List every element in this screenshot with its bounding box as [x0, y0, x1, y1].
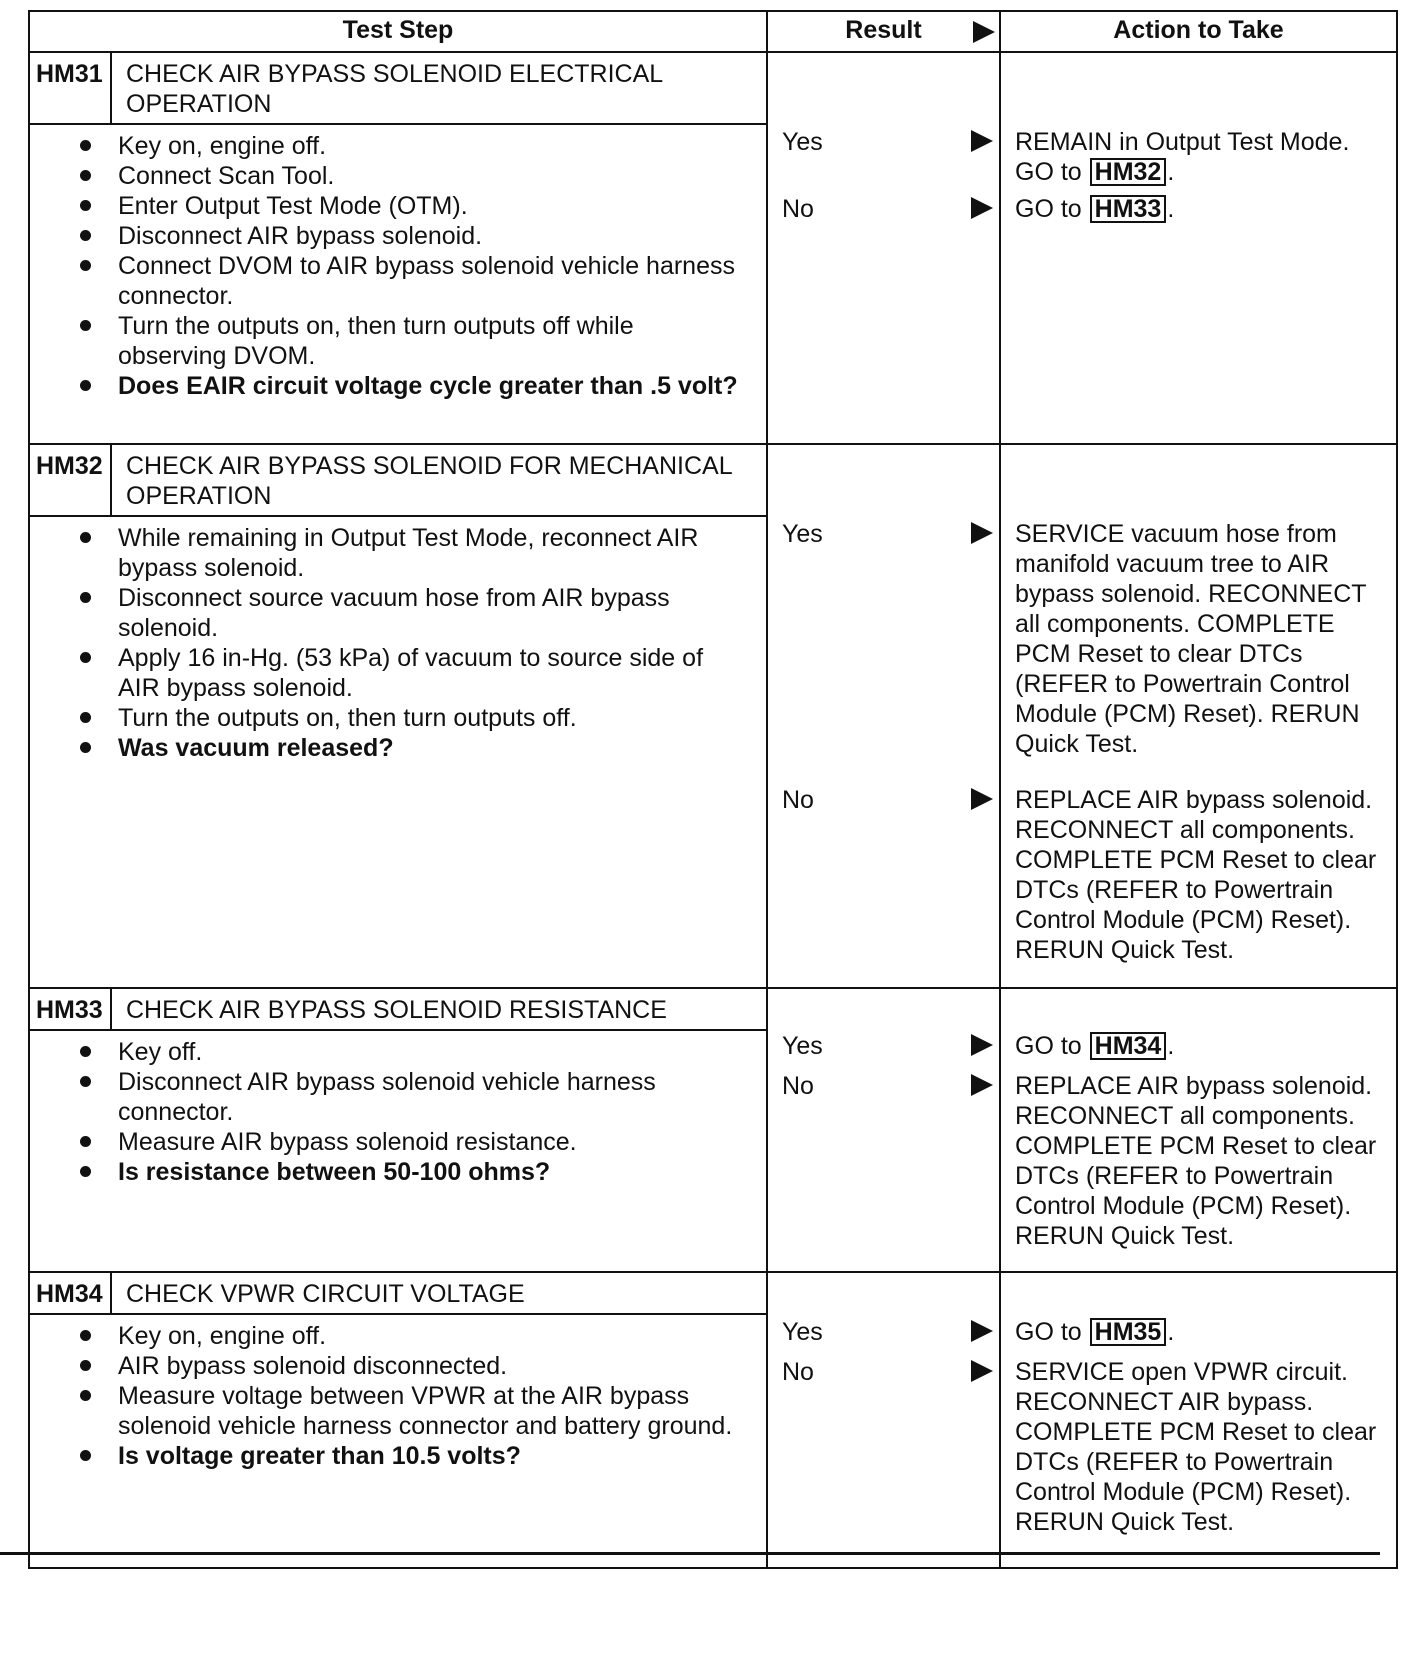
list-item: Key on, engine off.	[118, 131, 746, 161]
action-text: SERVICE open VPWR circuit. RECONNECT AIR bypass. COMPLETE PCM Reset to clear DTCs (REFER to Powertrain Control Module (PCM) Reset). RERUN Quick Test.	[1015, 1358, 1377, 1536]
step-title: CHECK AIR BYPASS SOLENOID RESISTANCE	[111, 989, 766, 1030]
action-text	[1015, 1031, 1388, 1061]
result-no	[782, 1071, 993, 1101]
result-no	[782, 785, 993, 815]
step-id: HM32	[30, 445, 111, 516]
step-ref-link[interactable]: HM33	[1090, 195, 1167, 223]
result-label: Yes	[782, 128, 823, 156]
action-text: REPLACE AIR bypass solenoid. RECONNECT all components. COMPLETE PCM Reset to clear DTCs (REFER to Powertrain Control Module (PCM) Reset). RERUN Quick Test.	[1015, 1072, 1377, 1250]
arrow-icon	[971, 197, 993, 219]
list-item: Disconnect source vacuum hose from AIR bypass solenoid.	[118, 583, 746, 643]
step-id: HM34	[30, 1273, 111, 1314]
result-no	[782, 194, 993, 224]
result-label: No	[782, 786, 814, 814]
action-text: REPLACE AIR bypass solenoid. RECONNECT all components. COMPLETE PCM Reset to clear DTCs (REFER to Powertrain Control Module (PCM) Reset). RERUN Quick Test.	[1015, 786, 1377, 964]
list-item: Connect Scan Tool.	[118, 161, 746, 191]
step-cell	[29, 52, 767, 444]
result-label: Yes	[782, 1318, 823, 1346]
step-ref-link[interactable]: HM35	[1090, 1318, 1167, 1346]
action-text	[1015, 127, 1388, 187]
header-result	[767, 11, 1000, 52]
header-action: Action to Take	[1000, 11, 1397, 52]
step-title: CHECK AIR BYPASS SOLENOID FOR MECHANICAL OPERATION	[111, 445, 766, 516]
result-label: No	[782, 195, 814, 223]
result-label: Yes	[782, 520, 823, 548]
list-item: Measure voltage between VPWR at the AIR bypass solenoid vehicle harness connector and battery ground.	[118, 1381, 746, 1441]
step-ref-link[interactable]: HM34	[1090, 1032, 1167, 1060]
list-item: Key off.	[118, 1037, 746, 1067]
step-id: HM31	[30, 53, 111, 124]
list-item: Disconnect AIR bypass solenoid vehicle harness connector.	[118, 1067, 746, 1127]
action-text-pre: GO to	[1015, 195, 1082, 223]
step-id: HM33	[30, 989, 111, 1030]
action-text-post: .	[1167, 158, 1175, 186]
arrow-icon	[971, 788, 993, 810]
list-item: Is resistance between 50-100 ohms?	[118, 1157, 746, 1187]
list-item: Connect DVOM to AIR bypass solenoid vehicle harness connector.	[118, 251, 746, 311]
header-result-label: Result	[845, 16, 922, 44]
step-title: CHECK VPWR CIRCUIT VOLTAGE	[111, 1273, 766, 1314]
action-cell	[1000, 1272, 1397, 1568]
result-cell	[767, 52, 1000, 444]
result-no	[782, 1357, 993, 1387]
step-bullets	[30, 517, 766, 787]
list-item: While remaining in Output Test Mode, reconnect AIR bypass solenoid.	[118, 523, 746, 583]
header-arrow-icon	[973, 21, 995, 43]
step-bullets	[30, 125, 766, 425]
arrow-icon	[971, 1320, 993, 1342]
header-row	[29, 11, 1397, 52]
list-item: Disconnect AIR bypass solenoid.	[118, 221, 746, 251]
list-item: Does EAIR circuit voltage cycle greater than .5 volt?	[118, 371, 746, 401]
step-cell	[29, 444, 767, 988]
bottom-rule	[0, 1552, 1380, 1555]
list-item: Turn the outputs on, then turn outputs off while observing DVOM.	[118, 311, 746, 371]
step-row-hm32	[29, 444, 1397, 988]
result-cell	[767, 988, 1000, 1272]
action-text-post: .	[1167, 1318, 1175, 1346]
action-text: SERVICE vacuum hose from manifold vacuum tree to AIR bypass solenoid. RECONNECT all components. COMPLETE PCM Reset to clear DTCs (REFER to Powertrain Control Module (PCM) Reset). RERUN Quick Test.	[1015, 520, 1367, 758]
action-cell	[1000, 988, 1397, 1272]
step-title: CHECK AIR BYPASS SOLENOID ELECTRICAL OPERATION	[111, 53, 766, 124]
action-text-pre: GO to	[1015, 1318, 1082, 1346]
step-cell	[29, 1272, 767, 1568]
arrow-icon	[971, 1074, 993, 1096]
header-test-step: Test Step	[29, 11, 767, 52]
arrow-icon	[971, 1360, 993, 1382]
step-row-hm31	[29, 52, 1397, 444]
result-yes	[782, 519, 993, 549]
list-item: Turn the outputs on, then turn outputs off.	[118, 703, 746, 733]
result-label: No	[782, 1358, 814, 1386]
result-cell	[767, 1272, 1000, 1568]
result-yes	[782, 127, 993, 157]
arrow-icon	[971, 1034, 993, 1056]
list-item: AIR bypass solenoid disconnected.	[118, 1351, 746, 1381]
list-item: Measure AIR bypass solenoid resistance.	[118, 1127, 746, 1157]
action-cell	[1000, 52, 1397, 444]
diagnostic-table-page	[28, 10, 1390, 1569]
list-item: Key on, engine off.	[118, 1321, 746, 1351]
list-item: Apply 16 in-Hg. (53 kPa) of vacuum to source side of AIR bypass solenoid.	[118, 643, 746, 703]
step-row-hm34	[29, 1272, 1397, 1568]
step-ref-link[interactable]: HM32	[1090, 158, 1167, 186]
action-text	[1015, 1317, 1388, 1347]
action-cell	[1000, 444, 1397, 988]
step-cell	[29, 988, 767, 1272]
action-text	[1015, 194, 1388, 224]
action-text-post: .	[1167, 1032, 1175, 1060]
action-text-pre: GO to	[1015, 1032, 1082, 1060]
result-label: Yes	[782, 1032, 823, 1060]
action-text-post: .	[1167, 195, 1175, 223]
step-bullets	[30, 1031, 766, 1211]
arrow-icon	[971, 522, 993, 544]
diagnostic-table	[28, 10, 1398, 1569]
result-yes	[782, 1031, 993, 1061]
action-text-pre: REMAIN in Output Test Mode. GO to	[1015, 128, 1350, 186]
arrow-icon	[971, 130, 993, 152]
list-item: Enter Output Test Mode (OTM).	[118, 191, 746, 221]
result-yes	[782, 1317, 993, 1347]
list-item: Is voltage greater than 10.5 volts?	[118, 1441, 746, 1471]
result-cell	[767, 444, 1000, 988]
result-label: No	[782, 1072, 814, 1100]
step-bullets	[30, 1315, 766, 1495]
step-row-hm33	[29, 988, 1397, 1272]
list-item: Was vacuum released?	[118, 733, 746, 763]
